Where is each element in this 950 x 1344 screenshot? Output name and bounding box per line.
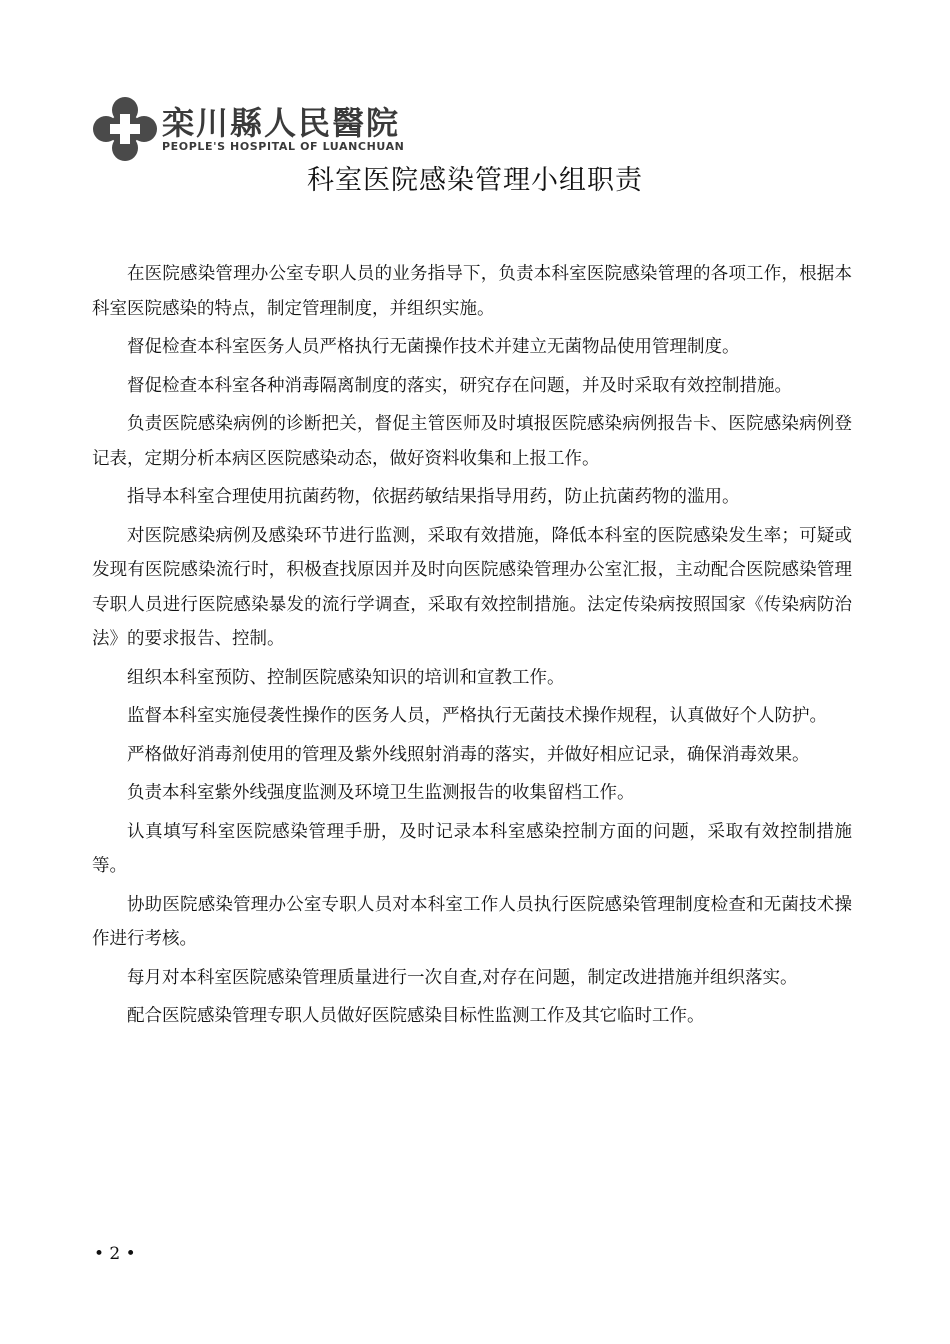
page-title: 科室医院感染管理小组职责 — [307, 165, 643, 196]
paragraph: 协助医院感染管理办公室专职人员对本科室工作人员执行医院感染管理制度检查和无菌技术操作进行考核。 — [92, 894, 852, 949]
paragraph: 督促检查本科室医务人员严格执行无菌操作技术并建立无菌物品使用管理制度。 — [127, 337, 740, 357]
paragraph: 督促检查本科室各种消毒隔离制度的落实，研究存在问题，并及时采取有效控制措施。 — [127, 375, 792, 396]
body-text — [92, 257, 852, 1038]
paragraph: 指导本科室合理使用抗菌药物，依据药敏结果指导用药，防止抗菌药物的滥用。 — [127, 487, 740, 507]
paragraph: 对医院感染病例及感染环节进行监测，采取有效措施，降低本科室的医院感染发生率；可疑或发现有医院感染流行时，积极查找原因并及时向医院感染管理办公室汇报，主动配合医院感染管理专职人员进行医院感染暴发的流行学调查，采取有效控制措施。法定传染病按照国家《传染病防治法》的要求报告、控制。 — [92, 525, 852, 649]
paragraph: 组织本科室预防、控制医院感染知识的培训和宣教工作。 — [127, 667, 565, 688]
logo-chinese-name: 栾川縣人民醫院 — [162, 104, 401, 142]
paragraph: 严格做好消毒剂使用的管理及紫外线照射消毒的落实，并做好相应记录，确保消毒效果。 — [127, 744, 810, 765]
paragraph: 监督本科室实施侵袭性操作的医务人员，严格执行无菌技术操作规程，认真做好个人防护。 — [127, 706, 827, 726]
paragraph: 每月对本科室医院感染管理质量进行一次自查,对存在问题，制定改进措施并组织落实。 — [127, 967, 798, 988]
logo-english-name: PEOPLE'S HOSPITAL OF LUANCHUAN — [162, 140, 405, 153]
paragraph: 认真填写科室医院感染管理手册，及时记录本科室感染控制方面的问题，采取有效控制措施等。 — [92, 821, 852, 876]
paragraph: 配合医院感染管理专职人员做好医院感染目标性监测工作及其它临时工作。 — [127, 1006, 705, 1026]
paragraph: 负责本科室紫外线强度监测及环境卫生监测报告的收集留档工作。 — [127, 783, 635, 803]
paragraph: 在医院感染管理办公室专职人员的业务指导下，负责本科室医院感染管理的各项工作，根据本科室医院感染的特点，制定管理制度，并组织实施。 — [92, 264, 852, 319]
hospital-logo — [92, 96, 412, 162]
paragraph: 负责医院感染病例的诊断把关，督促主管医师及时填报医院感染病例报告卡、医院感染病例登记表，定期分析本病区医院感染动态，做好资料收集和上报工作。 — [92, 414, 852, 469]
cross-flower-icon — [92, 96, 158, 162]
page-number: • 2 • — [94, 1244, 136, 1264]
